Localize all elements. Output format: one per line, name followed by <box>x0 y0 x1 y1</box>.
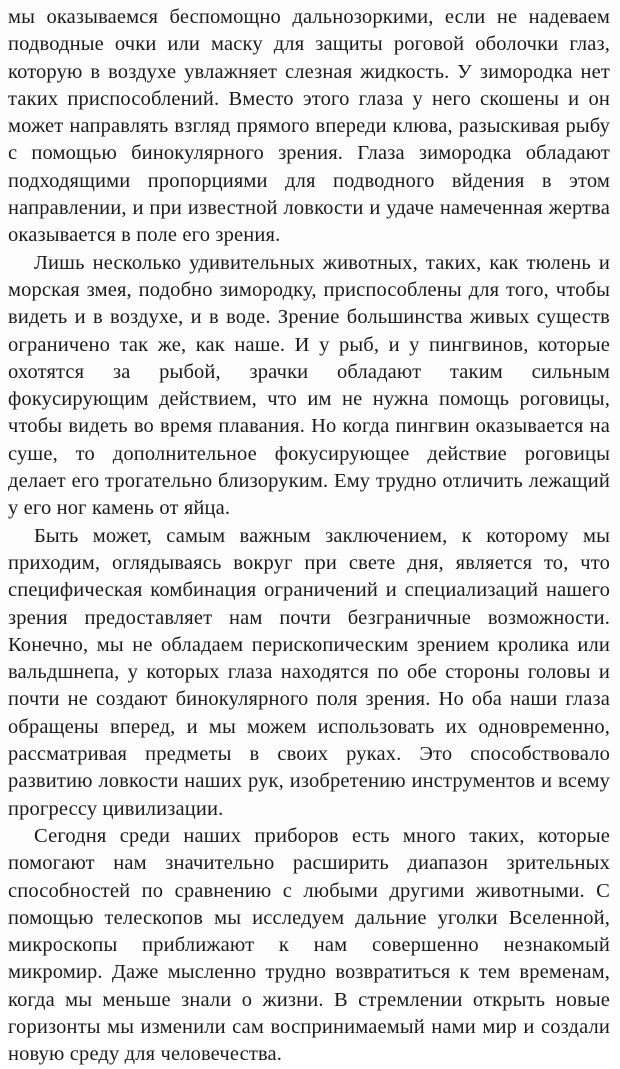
paragraph: Сегодня среди наших приборов есть много таких, которые помогают нам значительно расширить диапазон зрительных способностей по сравнению с любыми другими животными. С помощью телескопов мы исследуем дальние уголки Вселенной, микроскопы приближают к нам совершенно незнакомый микромир. Даже мысленно трудно возвратиться к тем временам, когда мы меньше знали о жизни. В стремлении открыть новые горизонты мы изменили сам воспринимаемый нами мир и создали новую среду для человечества. <box>8 824 610 1066</box>
paragraph: Лишь несколько удивительных животных, таких, как тюлень и морская змея, подобно зимородку, приспособлены для того, чтобы видеть и в воздухе, и в воде. Зрение большинства живых существ ограничено так же, как наше. И у рыб, и у пингвинов, которые охотятся за рыбой, зрачки обладают таким сильным фокусирующим действием, что им не нужна помощь роговицы, чтобы видеть во время плавания. Но когда пингвин оказывается на суше, то дополнительное фокусирующее действие роговицы делает его трогательно близоруким. Ему трудно отличить лежащий у его ног камень от яйца. <box>8 251 610 520</box>
paragraph-continuation: мы оказываемся беспомощно дальнозоркими, если не надеваем подводные очки или маску для защиты роговой оболочки глаз, которую в воздухе увлажняет слезная жидкость. У зимородка нет таких приспособлений. Вместо этого глаза у него скошены и он может направлять взгляд прямого впереди клюва, разыскивая рыбу с помощью бинокулярного зрения. Глаза зимородка обладают подходящими пропорциями для подводного вйдения в этом направлении, и при известной ловкости и удаче намеченная жертва оказывается в поле его зрения. <box>8 6 610 247</box>
paragraph: Быть может, самым важным заключением, к которому мы приходим, оглядываясь вокруг при свете дня, является то, что специфическая комбинация ограничений и специализаций нашего зрения предоставляет нам почти безграничные возможности. Конечно, мы не обладаем перископическим зрением кролика или вальдшнепа, у которых глаза находятся по обе стороны головы и почти не создают бинокулярного поля зрения. Но оба наши глаза обращены вперед, и мы можем использовать их одновременно, рассматривая предметы в своих руках. Это способствовало развитию ловкости наших рук, изобретению инструментов и всему прогрессу цивилизации. <box>8 524 610 820</box>
